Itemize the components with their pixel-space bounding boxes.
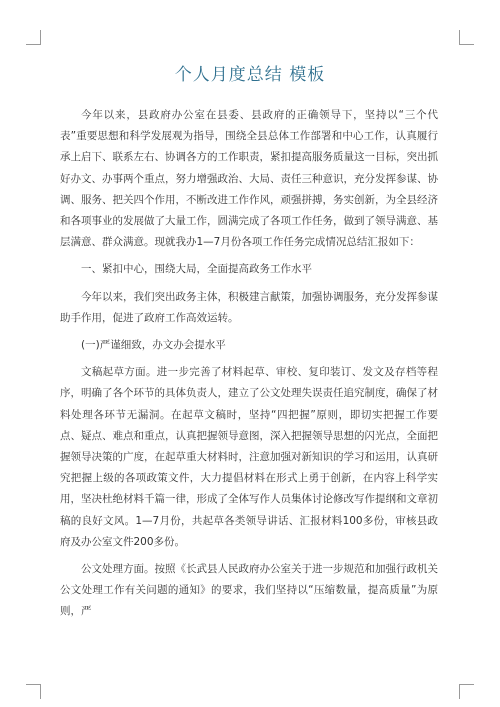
crop-mark-top-left <box>26 30 41 45</box>
subsection-heading-1: (一)严谨细致，办文办会提水平 <box>81 339 226 352</box>
document-body <box>60 105 438 629</box>
crop-mark-bottom-left <box>26 684 41 699</box>
crop-mark-top-right <box>459 30 474 45</box>
paragraph-intro: 今年以来，县政府办公室在县委、县政府的正确领导下，坚持以“三个代表”重要思想和科学发展观为指导，围绕全县总体工作部署和中心工作，认真履行承上启下、联系左右、协调各方的工作职责，紧扣提高服务质量这一目标，突出抓好办文、办事两个重点，努力增强政治、大局、责任三种意识，充分发挥参谋、协调、服务、把关四个作用，不断改进工作作风，顽强拼搏，务实创新，为全县经济和各项事业的发展做了大量工作，圆满完成了各项工作任务，做到了领导满意、基层满意、群众满意。现就我办1—7月份各项工作任务完成情况总结汇报如下： <box>60 109 438 249</box>
paragraph-document-handling: 公文处理方面。按照《长武县人民政府办公室关于进一步规范和加强行政机关公文处理工作有关问题的通知》的要求，我们坚持以“压缩数量，提高质量”为原则，严 <box>60 563 438 618</box>
paragraph-section-1: 今年以来，我们突出政务主体，积极建言献策，加强协调服务，充分发挥参谋助手作用，促进了政府工作高效运转。 <box>60 290 438 324</box>
document-title: 个人月度总结 模板 <box>174 65 326 85</box>
section-heading-1: 一、紧扣中心，围绕大局，全面提高政务工作水平 <box>81 263 312 276</box>
paragraph-drafting: 文稿起草方面。进一步完善了材料起草、审校、复印装订、发文及存档等程序，明确了各个环节的具体负责人，建立了公文处理失误责任追究制度，确保了材料处理各环节无漏洞。在起草文稿时，坚持“四把握”原则，即切实把握工作要点、疑点、难点和重点，认真把握领导意图，深入把握领导思想的闪光点，全面把握领导决策的广度，在起草重大材料时，注意加强对新知识的学习和运用，认真研究把握上级的各项政策文件，大力提倡材料在形式上勇于创新，在内容上科学实用，坚决杜绝材料千篇一律，形成了全体写作人员集体讨论修改写作提纲和文章初稿的良好文风。1—7月份，共起草各类领导讲话、汇报材料100多份，审核县政府及办公室文件200多份。 <box>60 366 438 548</box>
crop-mark-bottom-right <box>459 684 474 699</box>
